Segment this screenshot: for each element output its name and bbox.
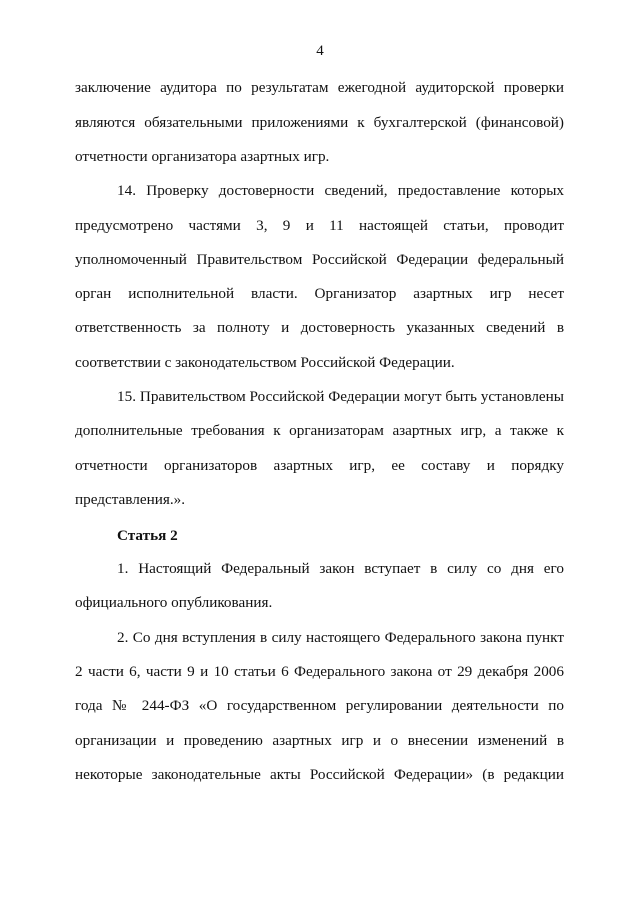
paragraph-line: отчетности организаторов азартных игр, ее составу и порядку [75,457,564,474]
paragraph-line: организации и проведению азартных игр и о внесении изменений в [75,732,564,749]
paragraph-line: 2. Со дня вступления в силу настоящего Федерального закона пункт [117,629,564,646]
paragraph-line: года № 244-ФЗ «О государственном регулировании деятельности по [75,697,564,714]
paragraph-line: ответственность за полноту и достоверность указанных сведений в [75,319,564,336]
paragraph-line: некоторые законодательные акты Российской Федерации» (в редакции [75,766,564,783]
paragraph-line: заключение аудитора по результатам ежегодной аудиторской проверки [75,79,564,96]
paragraph-line: представления.». [75,491,186,508]
page-number: 4 [316,43,324,59]
paragraph-line: орган исполнительной власти. Организатор азартных игр несет [75,285,564,302]
paragraph-line: уполномоченный Правительством Российской Федерации федеральный [75,251,564,268]
paragraph-line: 15. Правительством Российской Федерации могут быть установлены [117,388,564,405]
paragraph-line: соответствии с законодательством Российской Федерации. [75,354,455,371]
paragraph-line: отчетности организатора азартных игр. [75,148,330,165]
paragraph-line: дополнительные требования к организаторам азартных игр, а также к [75,422,564,439]
article-heading: Статья 2 [117,527,178,544]
paragraph-line: 2 части 6, части 9 и 10 статьи 6 Федерального закона от 29 декабря 2006 [75,663,564,680]
paragraph-line: 1. Настоящий Федеральный закон вступает в силу со дня его [117,560,564,577]
paragraph-line: 14. Проверку достоверности сведений, предоставление которых [117,182,564,199]
paragraph-line: предусмотрено частями 3, 9 и 11 настоящей статьи, проводит [75,217,564,234]
paragraph-line: являются обязательными приложениями к бухгалтерской (финансовой) [75,114,564,131]
paragraph-line: официального опубликования. [75,594,273,611]
